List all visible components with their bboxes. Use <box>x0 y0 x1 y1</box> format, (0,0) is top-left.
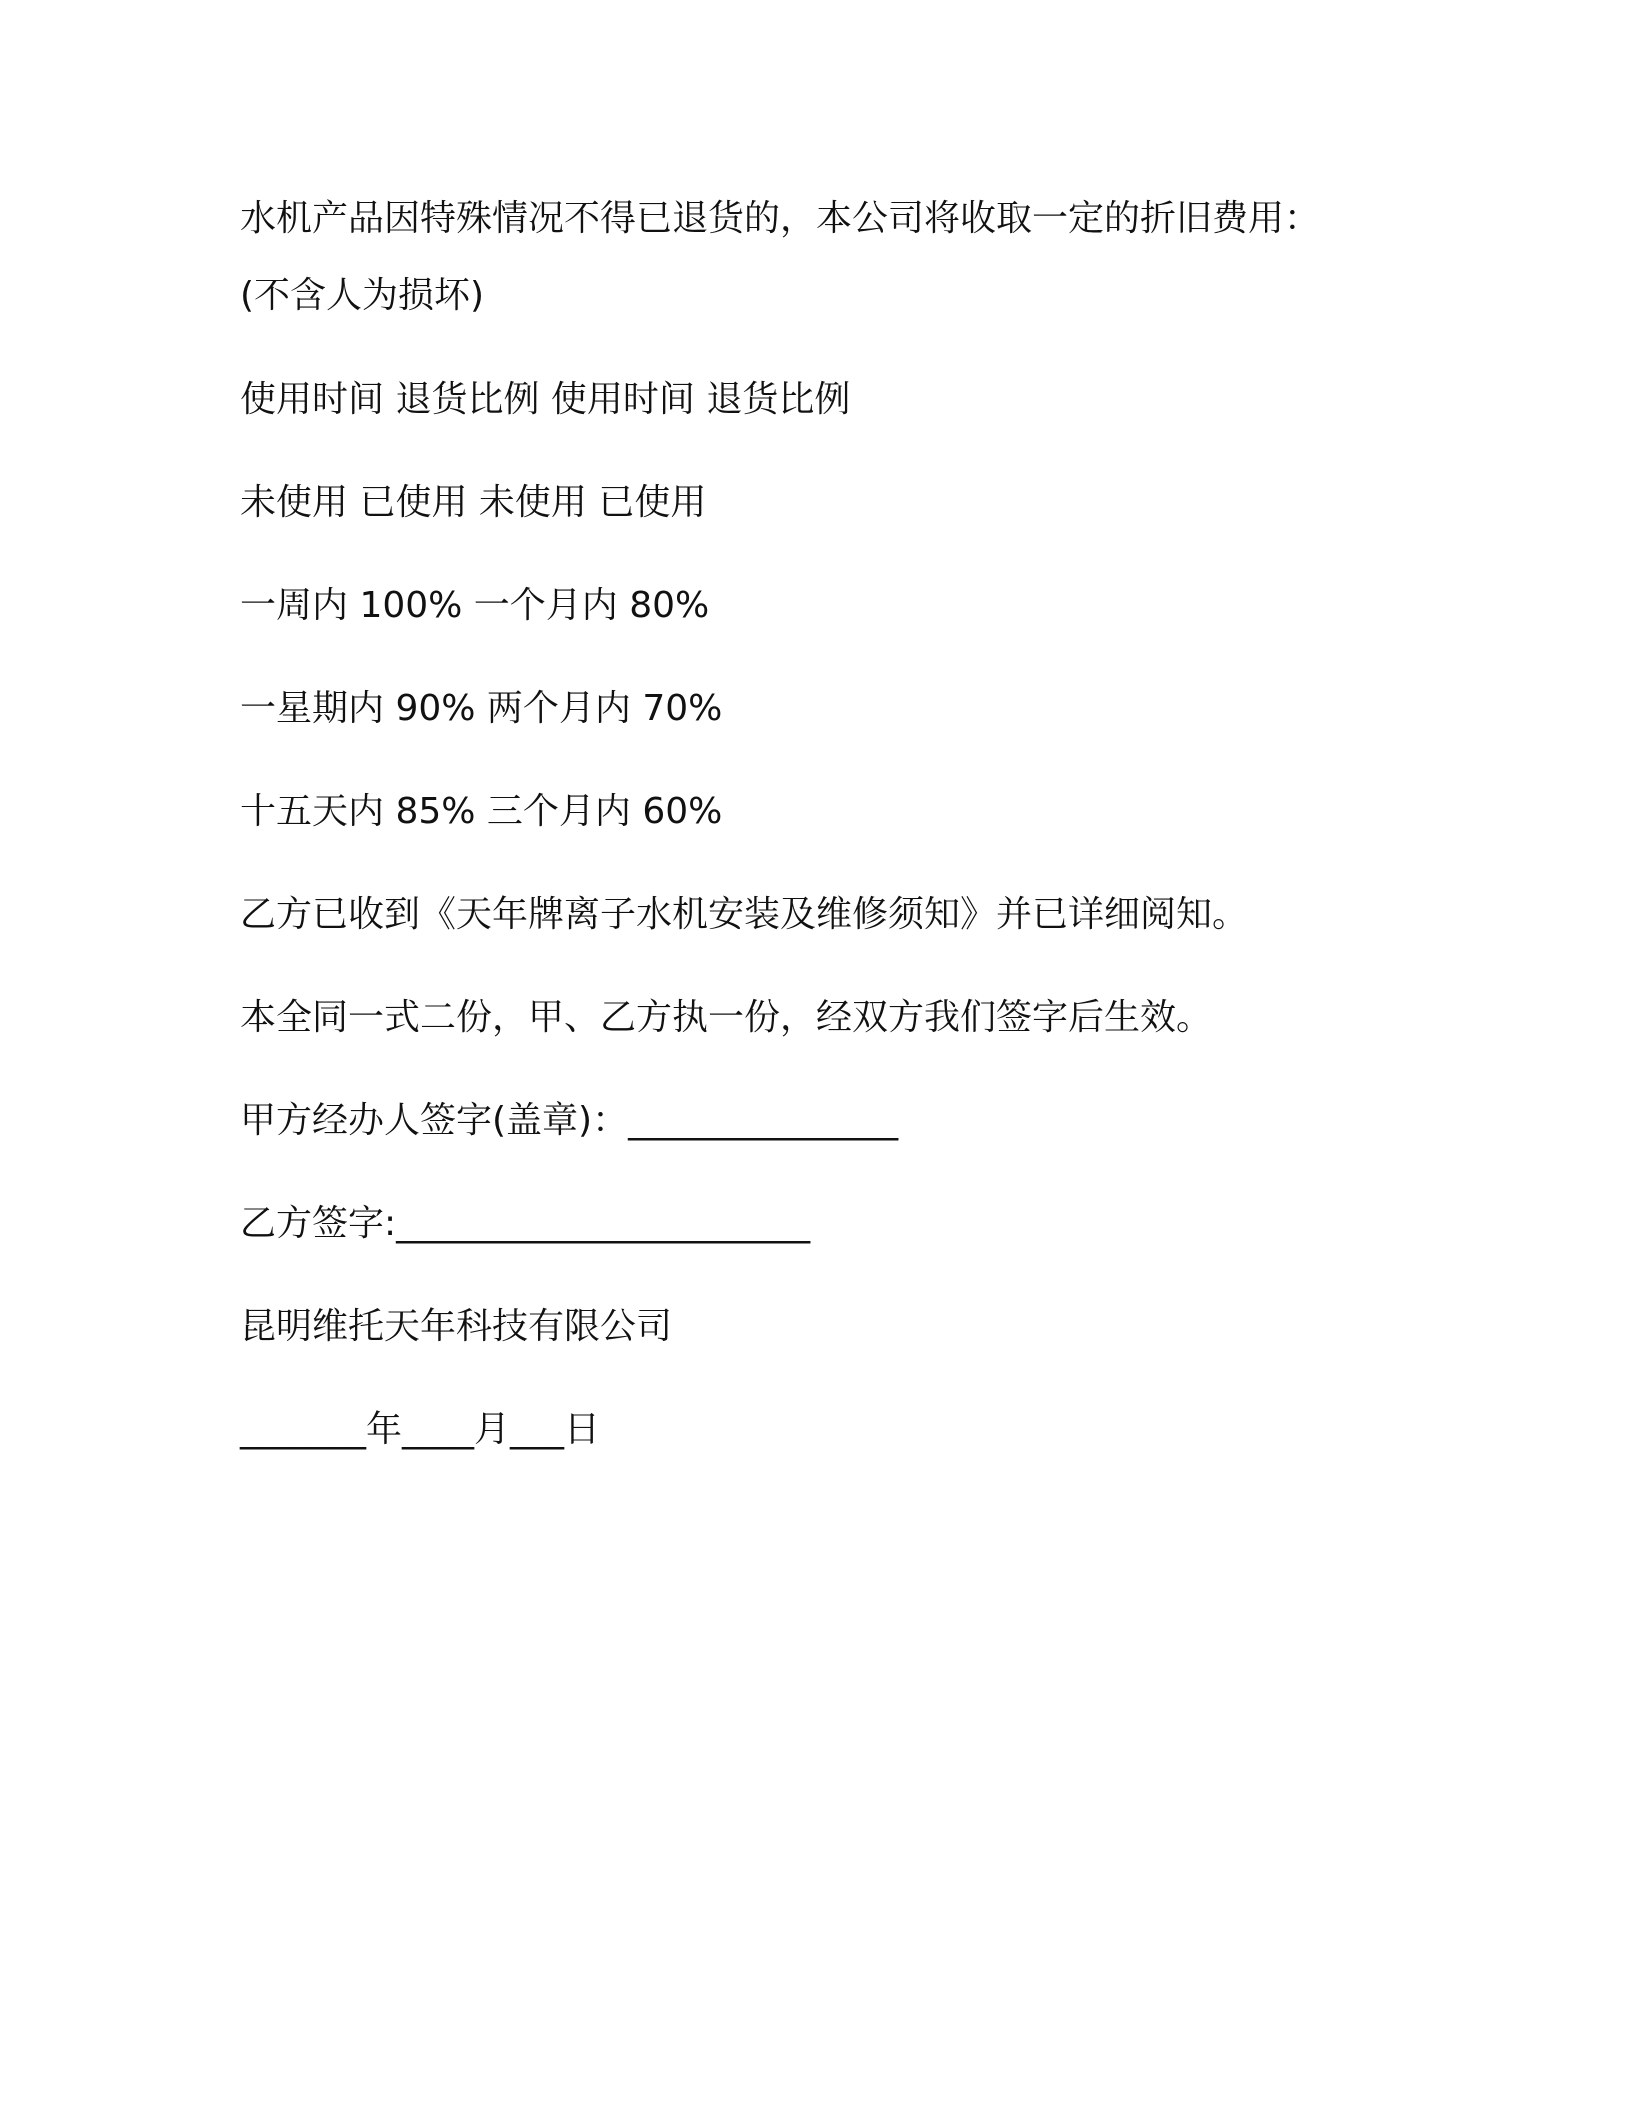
table-row-2: 一星期内 90% 两个月内 70% <box>240 688 723 729</box>
manual-acknowledgement: 乙方已收到《天年牌离子水机安装及维修须知》并已详细阅知。 <box>240 894 1249 935</box>
table-header-row: 使用时间 退货比例 使用时间 退货比例 <box>240 379 851 420</box>
contract-copies-clause: 本全同一式二份，甲、乙方执一份，经双方我们签字后生效。 <box>240 997 1213 1038</box>
refund-policy-intro: 水机产品因特殊情况不得已退货的，本公司将收取一定的折旧费用： <box>240 198 1321 239</box>
refund-policy-note: (不含人为损坏) <box>240 275 485 316</box>
date-line: _______年____月___日 <box>240 1409 600 1450</box>
party-b-signature-line: 乙方签字:_______________________ <box>240 1203 811 1244</box>
table-row-1: 一周内 100% 一个月内 80% <box>240 585 710 626</box>
table-subheader-row: 未使用 已使用 未使用 已使用 <box>240 482 707 523</box>
table-row-3: 十五天内 85% 三个月内 60% <box>240 791 723 832</box>
company-name: 昆明维托天年科技有限公司 <box>240 1306 673 1347</box>
party-a-signature-line: 甲方经办人签字(盖章)：_______________ <box>240 1100 899 1141</box>
